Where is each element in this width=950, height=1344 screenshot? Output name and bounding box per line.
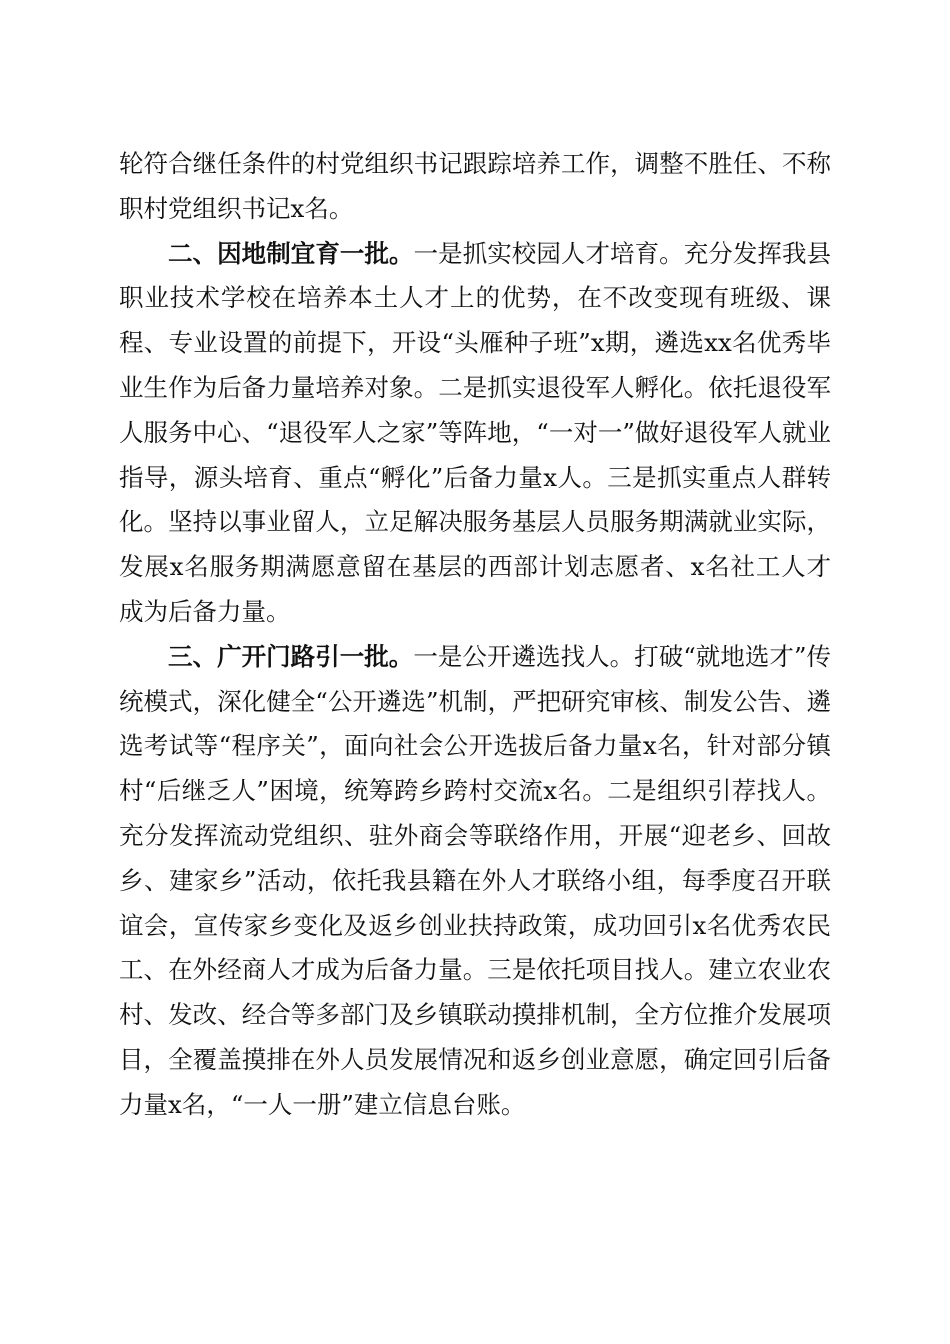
section-heading: 三、广开门路引一批。 bbox=[168, 641, 414, 671]
paragraph-section-two bbox=[119, 232, 831, 635]
paragraph-continuation bbox=[119, 142, 831, 232]
paragraph-text: 一是公开遴选找人。打破“就地选才”传统模式，深化健全“公开遴选”机制，严把研究审核、制发公告、遴选考试等“程序关”，面向社会公开选拔后备力量x名，针对部分镇村“后继乏人”困境，统筹跨乡跨村交流x名。二是组织引荐找人。充分发挥流动党组织、驻外商会等联络作用，开展“迎老乡、回故乡、建家乡”活动，依托我县籍在外人才联络小组，每季度召开联谊会，宣传家乡变化及返乡创业扶持政策，成功回引x名优秀农民工、在外经商人才成为后备力量。三是依托项目找人。建立农业农村、发改、经合等多部门及乡镇联动摸排机制，全方位推介发展项目，全覆盖摸排在外人员发展情况和返乡创业意愿，确定回引后备力量x名，“一人一册”建立信息台账。 bbox=[119, 641, 831, 1119]
paragraph-text: 一是抓实校园人才培育。充分发挥我县职业技术学校在培养本土人才上的优势，在不改变现有班级、课程、专业设置的前提下，开设“头雁种子班”x期，遴选xx名优秀毕业生作为后备力量培养对象。二是抓实退役军人孵化。依托退役军人服务中心、“退役军人之家”等阵地，“一对一”做好退役军人就业指导，源头培育、重点“孵化”后备力量x人。三是抓实重点人群转化。坚持以事业留人，立足解决服务基层人员服务期满就业实际，发展x名服务期满愿意留在基层的西部计划志愿者、x名社工人才成为后备力量。 bbox=[119, 238, 831, 626]
document-body bbox=[119, 142, 831, 1128]
section-heading: 二、因地制宜育一批。 bbox=[168, 238, 414, 268]
paragraph-section-three bbox=[119, 635, 831, 1128]
paragraph-text: 轮符合继任条件的村党组织书记跟踪培养工作，调整不胜任、不称职村党组织书记x名。 bbox=[119, 149, 831, 223]
